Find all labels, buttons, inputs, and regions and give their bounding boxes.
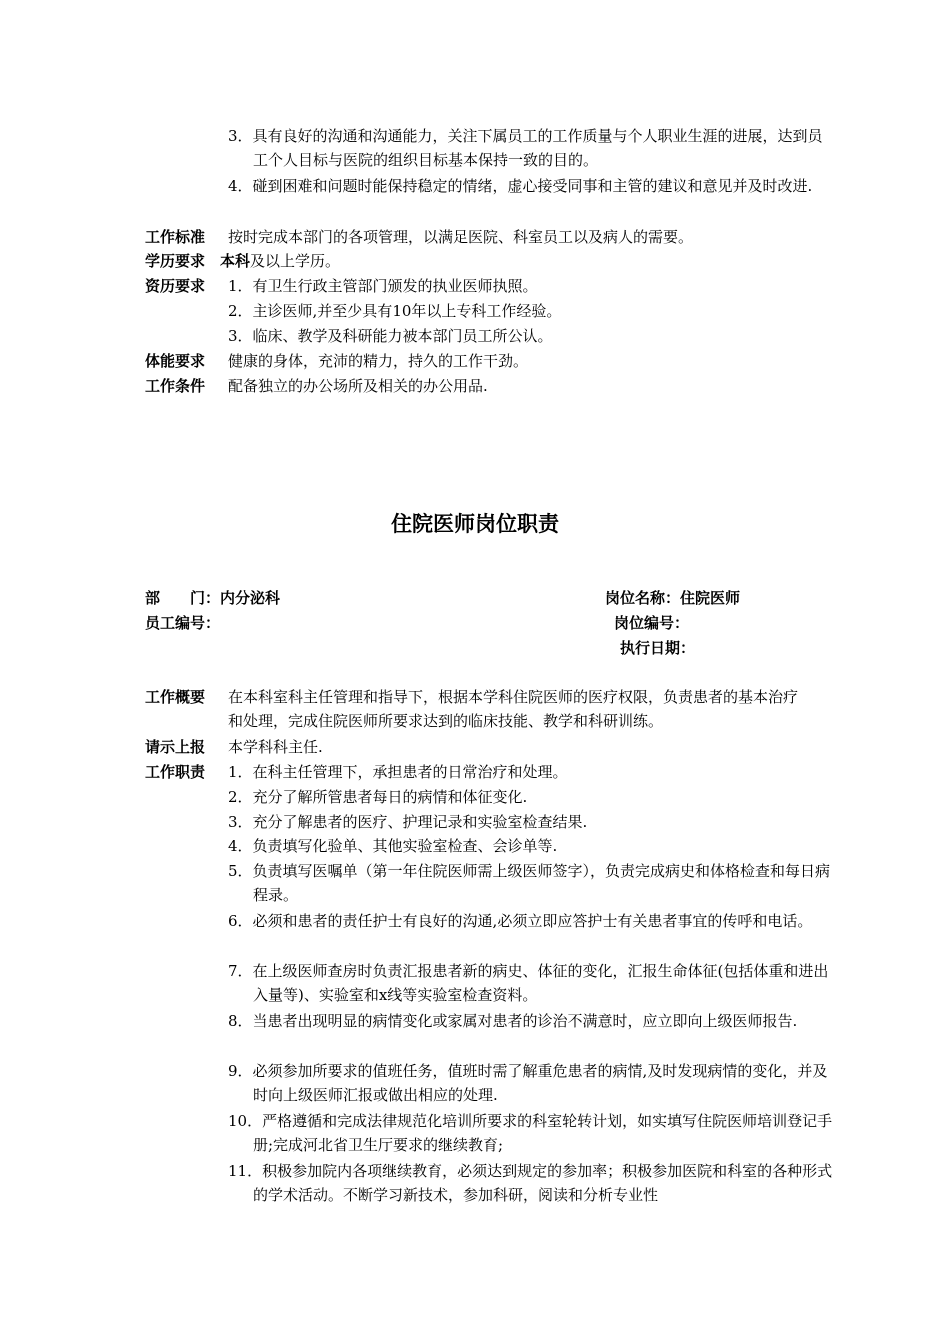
- condition-text: 配备独立的办公场所及相关的办公用品.: [228, 377, 488, 395]
- education-value: [220, 249, 810, 273]
- physical-label: 体能要求: [145, 352, 206, 370]
- duty-item: 10．严格遵循和完成法律规范化培训所要求的科室轮转计划，如实填写住院医师培训登记手册;完成河北省卫生厅要求的继续教育;: [228, 1112, 833, 1154]
- condition-label: 工作条件: [145, 377, 206, 395]
- physical-row: [145, 349, 810, 373]
- duty-item: 2．充分了解所管患者每日的病情和体征变化.: [228, 788, 528, 806]
- duty-item: 1．在科主任管理下，承担患者的日常治疗和处理。: [228, 763, 568, 781]
- duty-label: 工作职责: [145, 763, 206, 781]
- department-field: 部 门：内分泌科: [145, 589, 281, 607]
- duty-item: 5．负责填写医嘱单（第一年住院医师需上级医师签字），负责完成病史和体格检查和每日病程录。: [228, 862, 831, 904]
- duty-item: 4．负责填写化验单、其他实验室检查、会诊单等.: [228, 837, 558, 855]
- overview-row: [145, 685, 810, 733]
- duty-item: 6．必须和患者的责任护士有良好的沟通,必须立即应答护士有关患者事宜的传呼和电话。: [228, 912, 813, 930]
- report-label: 请示上报: [145, 738, 206, 756]
- employee-no-field: 员工编号：: [145, 614, 221, 632]
- top-item-3: 3．具有良好的沟通和沟通能力，关注下属员工的工作质量与个人职业生涯的进展，达到员工个人目标与医院的组织目标基本保持一致的目的。: [228, 127, 823, 169]
- duty-item: 7．在上级医师查房时负责汇报患者新的病史、体征的变化，汇报生命体征(包括体重和进出入量等)、实验室和x线等实验室检查资料。: [228, 962, 829, 1004]
- top-item-4: 4．碰到困难和问题时能保持稳定的情绪，虚心接受同事和主管的建议和意见并及时改进.: [228, 177, 813, 195]
- report-row: [145, 735, 810, 759]
- document-title: 住院医师岗位职责: [391, 512, 559, 536]
- duty-item: 3．充分了解患者的医疗、护理记录和实验室检查结果.: [228, 813, 588, 831]
- duty-item: 8．当患者出现明显的病情变化或家属对患者的诊治不满意时，应立即向上级医师报告.: [228, 1012, 798, 1030]
- qualification-item-2: 2．主诊医师,并至少具有10年以上专科工作经验。: [228, 302, 562, 320]
- education-text: 及以上学历。: [250, 252, 341, 270]
- duty-item: 11．积极参加院内各项继续教育，必须达到规定的参加率；积极参加医院和科室的各种形式的学术活动。不断学习新技术，参加科研，阅读和分析专业性: [228, 1162, 833, 1204]
- education-label: 学历要求: [145, 252, 206, 270]
- overview-text: 在本科室科主任管理和指导下，根据本学科住院医师的医疗权限，负责患者的基本治疗和处理，完成住院医师所要求达到的临床技能、教学和科研训练。: [228, 688, 799, 730]
- condition-row: [145, 374, 810, 398]
- physical-text: 健康的身体，充沛的精力，持久的工作干劲。: [228, 352, 529, 370]
- position-no-field: 岗位编号：: [614, 614, 690, 632]
- duty-item: 9．必须参加所要求的值班任务，值班时需了解重危患者的病情,及时发现病情的变化，并及时向上级医师汇报或做出相应的处理.: [228, 1062, 828, 1104]
- work-standard-label: 工作标准: [145, 228, 206, 246]
- qualification-label: 资历要求: [145, 277, 206, 295]
- qualification-item-1: 1．有卫生行政主管部门颁发的执业医师执照。: [228, 277, 538, 295]
- report-text: 本学科科主任.: [228, 738, 323, 756]
- exec-date-field: 执行日期：: [620, 639, 696, 657]
- work-standard-text: 按时完成本部门的各项管理，以满足医院、科室员工以及病人的需要。: [228, 228, 694, 246]
- education-degree: 本科: [220, 252, 251, 270]
- education-row: [145, 249, 810, 273]
- overview-label: 工作概要: [145, 688, 206, 706]
- work-standard-row: [145, 225, 810, 249]
- qualification-item-3: 3．临床、教学及科研能力被本部门员工所公认。: [228, 327, 553, 345]
- position-name-field: 岗位名称：住院医师: [605, 589, 741, 607]
